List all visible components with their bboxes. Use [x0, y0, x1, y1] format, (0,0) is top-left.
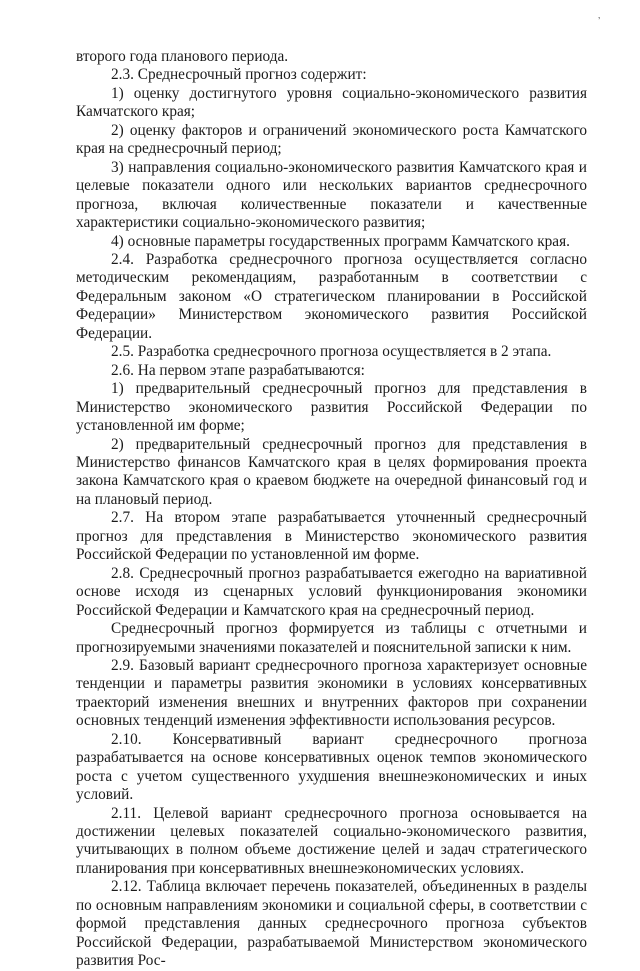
paragraph-2-10: 2.10. Консервативный вариант среднесрочного прогноза разрабатывается на основе консервативных оценок темпов экономического роста с учетом существенного ухудшения внешнеэкономических и иных условий. — [76, 730, 587, 804]
paragraph-2-6: 2.6. На первом этапе разрабатываются: — [111, 361, 365, 379]
paragraph-2-11: 2.11. Целевой вариант среднесрочного прогноза основывается на достижении целевых показателей социально-экономического развития, учитывающих в полном объеме достижение целей и задач стратегического планирования при консервативных внешнеэкономических условиях. — [76, 804, 587, 877]
paragraph-2-4: 2.4. Разработка среднесрочного прогноза осуществляется согласно методическим рекомендациям, разработанным в соответствии с Федеральным законом «О стратегическом планировании в Российской Федерации» Министерством экономического развития Российской Федерации. — [76, 250, 587, 342]
list-item-2-6-1: 1) предварительный среднесрочный прогноз для представления в Министерство экономического развития Российской Федерации по установленной им форме; — [76, 380, 587, 435]
paragraph-2-7: 2.7. На втором этапе разрабатывается уточненный среднесрочный прогноз для представления в Министерство экономического развития Российской Федерации по установленной им форме. — [76, 509, 587, 564]
corner-mark: ’ — [598, 16, 601, 27]
list-item-2-6-2: 2) предварительный среднесрочный прогноз для представления в Министерство финансов Камчатского края в целях формирования проекта закона Камчатского края о краевом бюджете на очередной финансовый год и на плановый период. — [76, 435, 587, 508]
list-item-2-3-1: 1) оценку достигнутого уровня социально-экономического развития Камчатского края; — [76, 84, 587, 121]
paragraph-2-3: 2.3. Среднесрочный прогноз содержит: — [111, 66, 367, 84]
paragraph-2-12: 2.12. Таблица включает перечень показателей, объединенных в разделы по основным направлениям экономики и социальной сферы, в соответствии с формой представления данных среднесрочного прогноза субъектов Российской Федерации, разрабатываемой Министерством экономического развития Рос- — [76, 878, 587, 970]
paragraph-2-8-cont: Среднесрочный прогноз формируется из таблицы с отчетными и прогнозируемыми значениями показателей и пояснительной записки к ним. — [76, 620, 587, 656]
paragraph-2-5: 2.5. Разработка среднесрочного прогноза осуществляется в 2 этапа. — [111, 343, 552, 361]
paragraph-2-9: 2.9. Базовый вариант среднесрочного прогноза характеризует основные тенденции и параметры развития экономики в условиях консервативных траекторий изменения внешних и внутренних факторов при сохранении основных тенденций изменения эффективности использования ресурсов. — [76, 656, 587, 730]
list-item-2-3-2: 2) оценку факторов и ограничений экономического роста Камчатского края на среднесрочный период; — [76, 121, 587, 158]
document-body — [76, 48, 587, 971]
paragraph-continuation: второго года планового периода. — [76, 48, 289, 65]
list-item-2-3-4: 4) основные параметры государственных программ Камчатского края. — [111, 232, 570, 250]
paragraph-2-8: 2.8. Среднесрочный прогноз разрабатывается ежегодно на вариативной основе исходя из сценарных условий функционирования экономики Российской Федерации и Камчатского края на среднесрочный период. — [76, 564, 587, 619]
list-item-2-3-3: 3) направления социально-экономического развития Камчатского края и целевые показатели одного или нескольких вариантов среднесрочного прогноза, включая количественные показатели и качественные характеристики социально-экономического развития; — [76, 158, 587, 232]
